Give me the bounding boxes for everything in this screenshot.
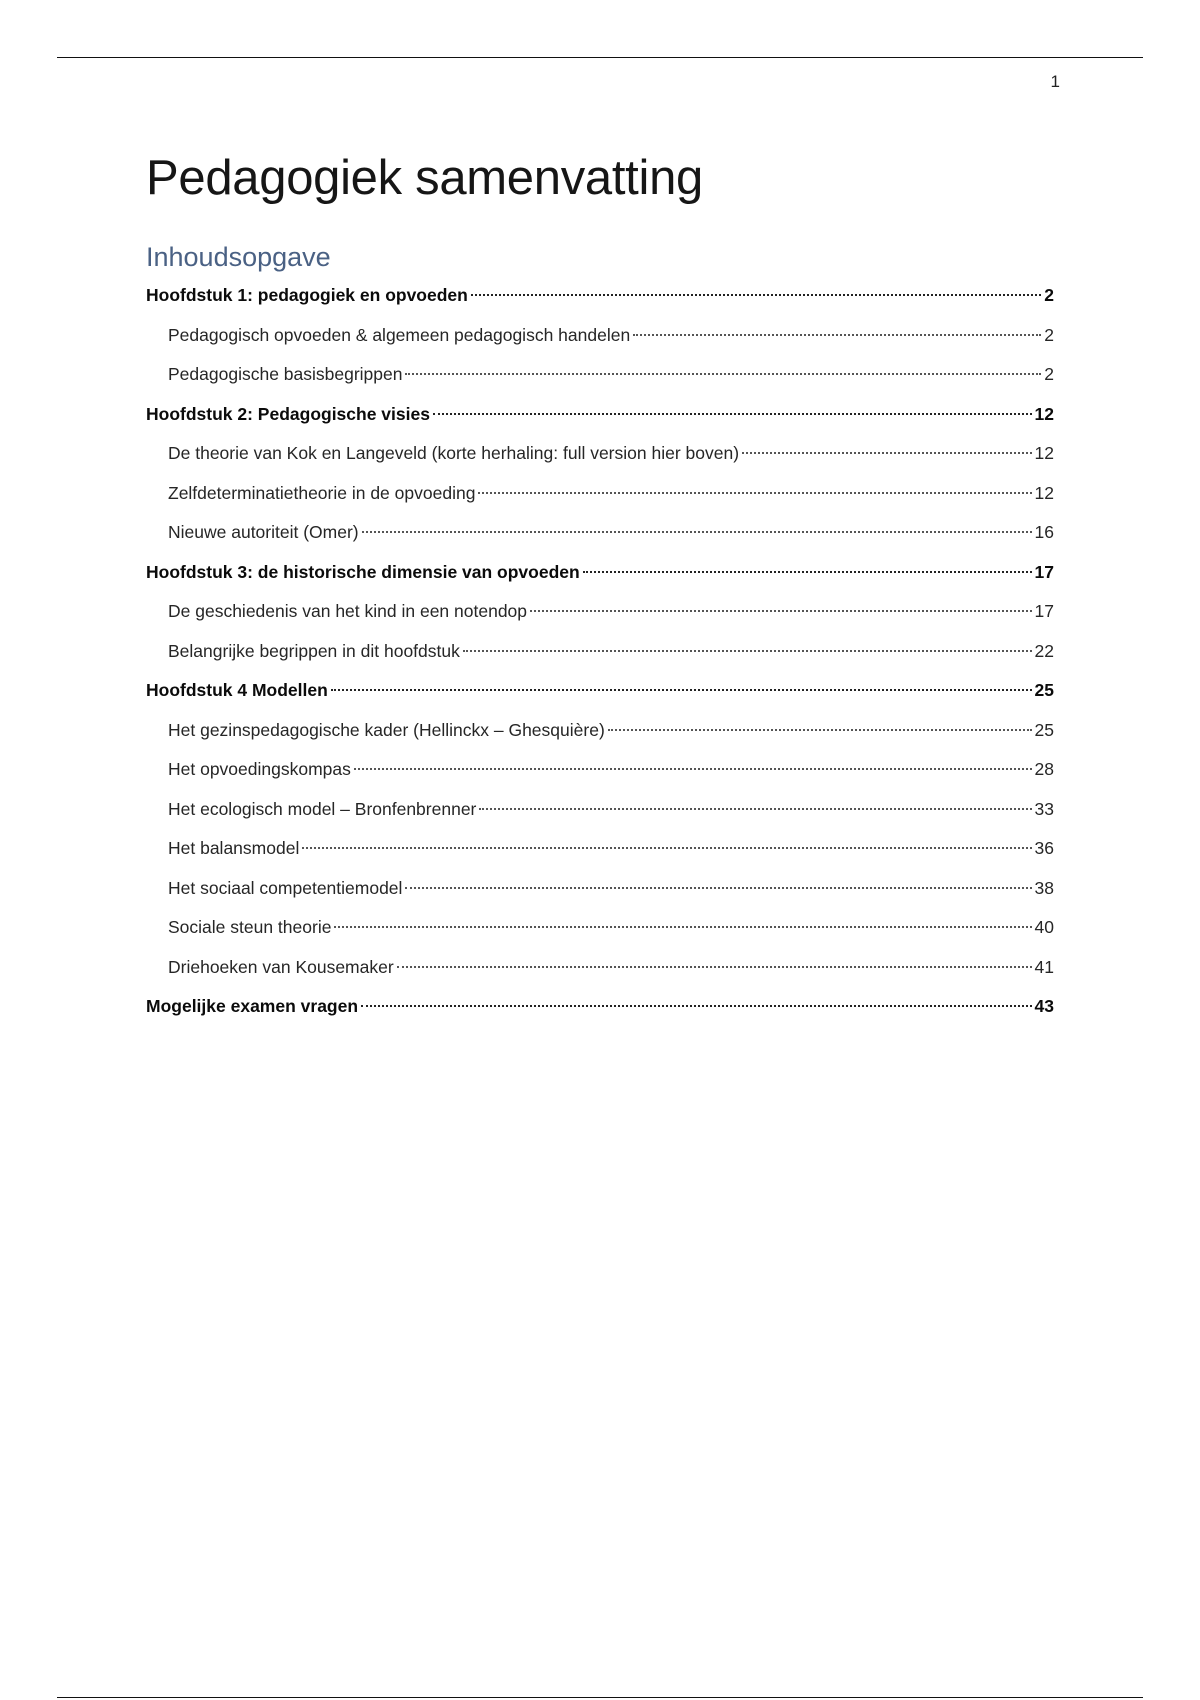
toc-entry-title: Driehoeken van Kousemaker xyxy=(168,956,394,977)
toc-entry-title: Hoofdstuk 3: de historische dimensie van opvoeden xyxy=(146,561,580,582)
toc-entry-title: Hoofdstuk 4 Modellen xyxy=(146,680,328,700)
toc-heading: Inhoudsopgave xyxy=(146,242,331,272)
toc-entry-page: 38 xyxy=(1034,877,1054,898)
toc-dot-leader xyxy=(334,926,1031,928)
toc-entry-page: 40 xyxy=(1034,917,1054,937)
toc-dot-leader xyxy=(361,1005,1031,1007)
toc-dot-leader xyxy=(478,492,1031,494)
toc-entry-title: Pedagogische basisbegrippen xyxy=(168,364,403,384)
toc-dot-leader xyxy=(397,966,1032,968)
toc-dot-leader xyxy=(742,452,1031,454)
toc-entry-exam-questions[interactable] xyxy=(146,991,1054,1031)
toc-dot-leader xyxy=(362,531,1032,533)
toc-entry-page: 17 xyxy=(1034,601,1054,621)
toc-entry-page: 28 xyxy=(1034,759,1054,779)
toc-dot-leader xyxy=(479,808,1031,810)
toc-entry-page: 2 xyxy=(1044,324,1054,345)
toc-entry-page: 12 xyxy=(1034,403,1054,424)
toc-entry-title: De theorie van Kok en Langeveld (korte herhaling: full version hier boven) xyxy=(168,443,740,463)
toc-entry-title: Hoofdstuk 2: Pedagogische visies xyxy=(146,403,430,424)
toc-entry-section[interactable] xyxy=(146,359,1054,399)
toc-entry-title: Belangrijke begrippen in dit hoofdstuk xyxy=(168,640,460,661)
toc-entry-page: 2 xyxy=(1044,285,1054,305)
toc-entry-chapter-1[interactable] xyxy=(146,280,1054,320)
toc-entry-page: 33 xyxy=(1034,798,1054,819)
toc-entry-section[interactable] xyxy=(146,636,1054,676)
toc-entry-title: Mogelijke examen vragen xyxy=(146,996,359,1016)
toc-dot-leader xyxy=(471,294,1041,296)
toc-entry-section[interactable] xyxy=(146,478,1054,518)
toc-entry-section[interactable] xyxy=(146,320,1054,360)
toc-entry-section[interactable] xyxy=(146,952,1054,992)
toc-entry-section[interactable] xyxy=(146,754,1054,794)
toc-entry-section[interactable] xyxy=(146,833,1054,873)
toc-entry-section[interactable] xyxy=(146,794,1054,834)
header-rule xyxy=(57,57,1143,58)
toc-dot-leader xyxy=(633,334,1041,336)
toc-entry-title: Sociale steun theorie xyxy=(168,917,332,937)
toc-entry-title: Het sociaal competentiemodel xyxy=(168,877,403,898)
toc-dot-leader xyxy=(583,571,1032,573)
document-title: Pedagogiek samenvatting xyxy=(146,151,703,205)
toc-entry-page: 22 xyxy=(1034,640,1054,661)
toc-entry-page: 25 xyxy=(1034,719,1054,740)
toc-entry-title: Zelfdeterminatietheorie in de opvoeding xyxy=(168,482,476,503)
toc-entry-page: 2 xyxy=(1044,364,1054,384)
toc-dot-leader xyxy=(608,729,1032,731)
toc-entry-title: Het opvoedingskompas xyxy=(168,759,351,779)
toc-entry-page: 12 xyxy=(1034,443,1054,463)
toc-entry-title: Hoofdstuk 1: pedagogiek en opvoeden xyxy=(146,285,468,305)
toc-entry-chapter-2[interactable] xyxy=(146,399,1054,439)
toc-entry-page: 12 xyxy=(1034,482,1054,503)
toc-dot-leader xyxy=(463,650,1032,652)
toc-entry-title: Pedagogisch opvoeden & algemeen pedagogisch handelen xyxy=(168,324,631,345)
toc-dot-leader xyxy=(302,847,1031,849)
toc-entry-section[interactable] xyxy=(146,715,1054,755)
toc-entry-section[interactable] xyxy=(146,438,1054,478)
toc-entry-page: 17 xyxy=(1034,561,1054,582)
toc-entry-section[interactable] xyxy=(146,596,1054,636)
footer-rule xyxy=(57,1697,1143,1698)
toc-entry-page: 41 xyxy=(1034,956,1054,977)
toc-dot-leader xyxy=(530,610,1032,612)
toc-entry-title: Het gezinspedagogische kader (Hellinckx – Ghesquière) xyxy=(168,719,605,740)
toc-entry-page: 25 xyxy=(1034,680,1054,700)
toc-dot-leader xyxy=(405,887,1031,889)
toc-entry-page: 43 xyxy=(1034,996,1054,1016)
toc-entry-chapter-4[interactable] xyxy=(146,675,1054,715)
toc-entry-page: 16 xyxy=(1034,522,1054,542)
toc-entry-chapter-3[interactable] xyxy=(146,557,1054,597)
toc-entry-title: Nieuwe autoriteit (Omer) xyxy=(168,522,359,542)
toc-entry-title: Het ecologisch model – Bronfenbrenner xyxy=(168,798,477,819)
toc-entry-title: De geschiedenis van het kind in een notendop xyxy=(168,601,528,621)
toc-entry-page: 36 xyxy=(1034,838,1054,858)
toc-dot-leader xyxy=(405,373,1041,375)
toc-dot-leader xyxy=(433,413,1032,415)
toc-entry-title: Het balansmodel xyxy=(168,838,300,858)
table-of-contents xyxy=(146,280,1054,1031)
toc-dot-leader xyxy=(331,689,1032,691)
toc-dot-leader xyxy=(354,768,1032,770)
toc-entry-section[interactable] xyxy=(146,517,1054,557)
toc-entry-section[interactable] xyxy=(146,873,1054,913)
toc-entry-section[interactable] xyxy=(146,912,1054,952)
page-number: 1 xyxy=(1050,72,1060,91)
